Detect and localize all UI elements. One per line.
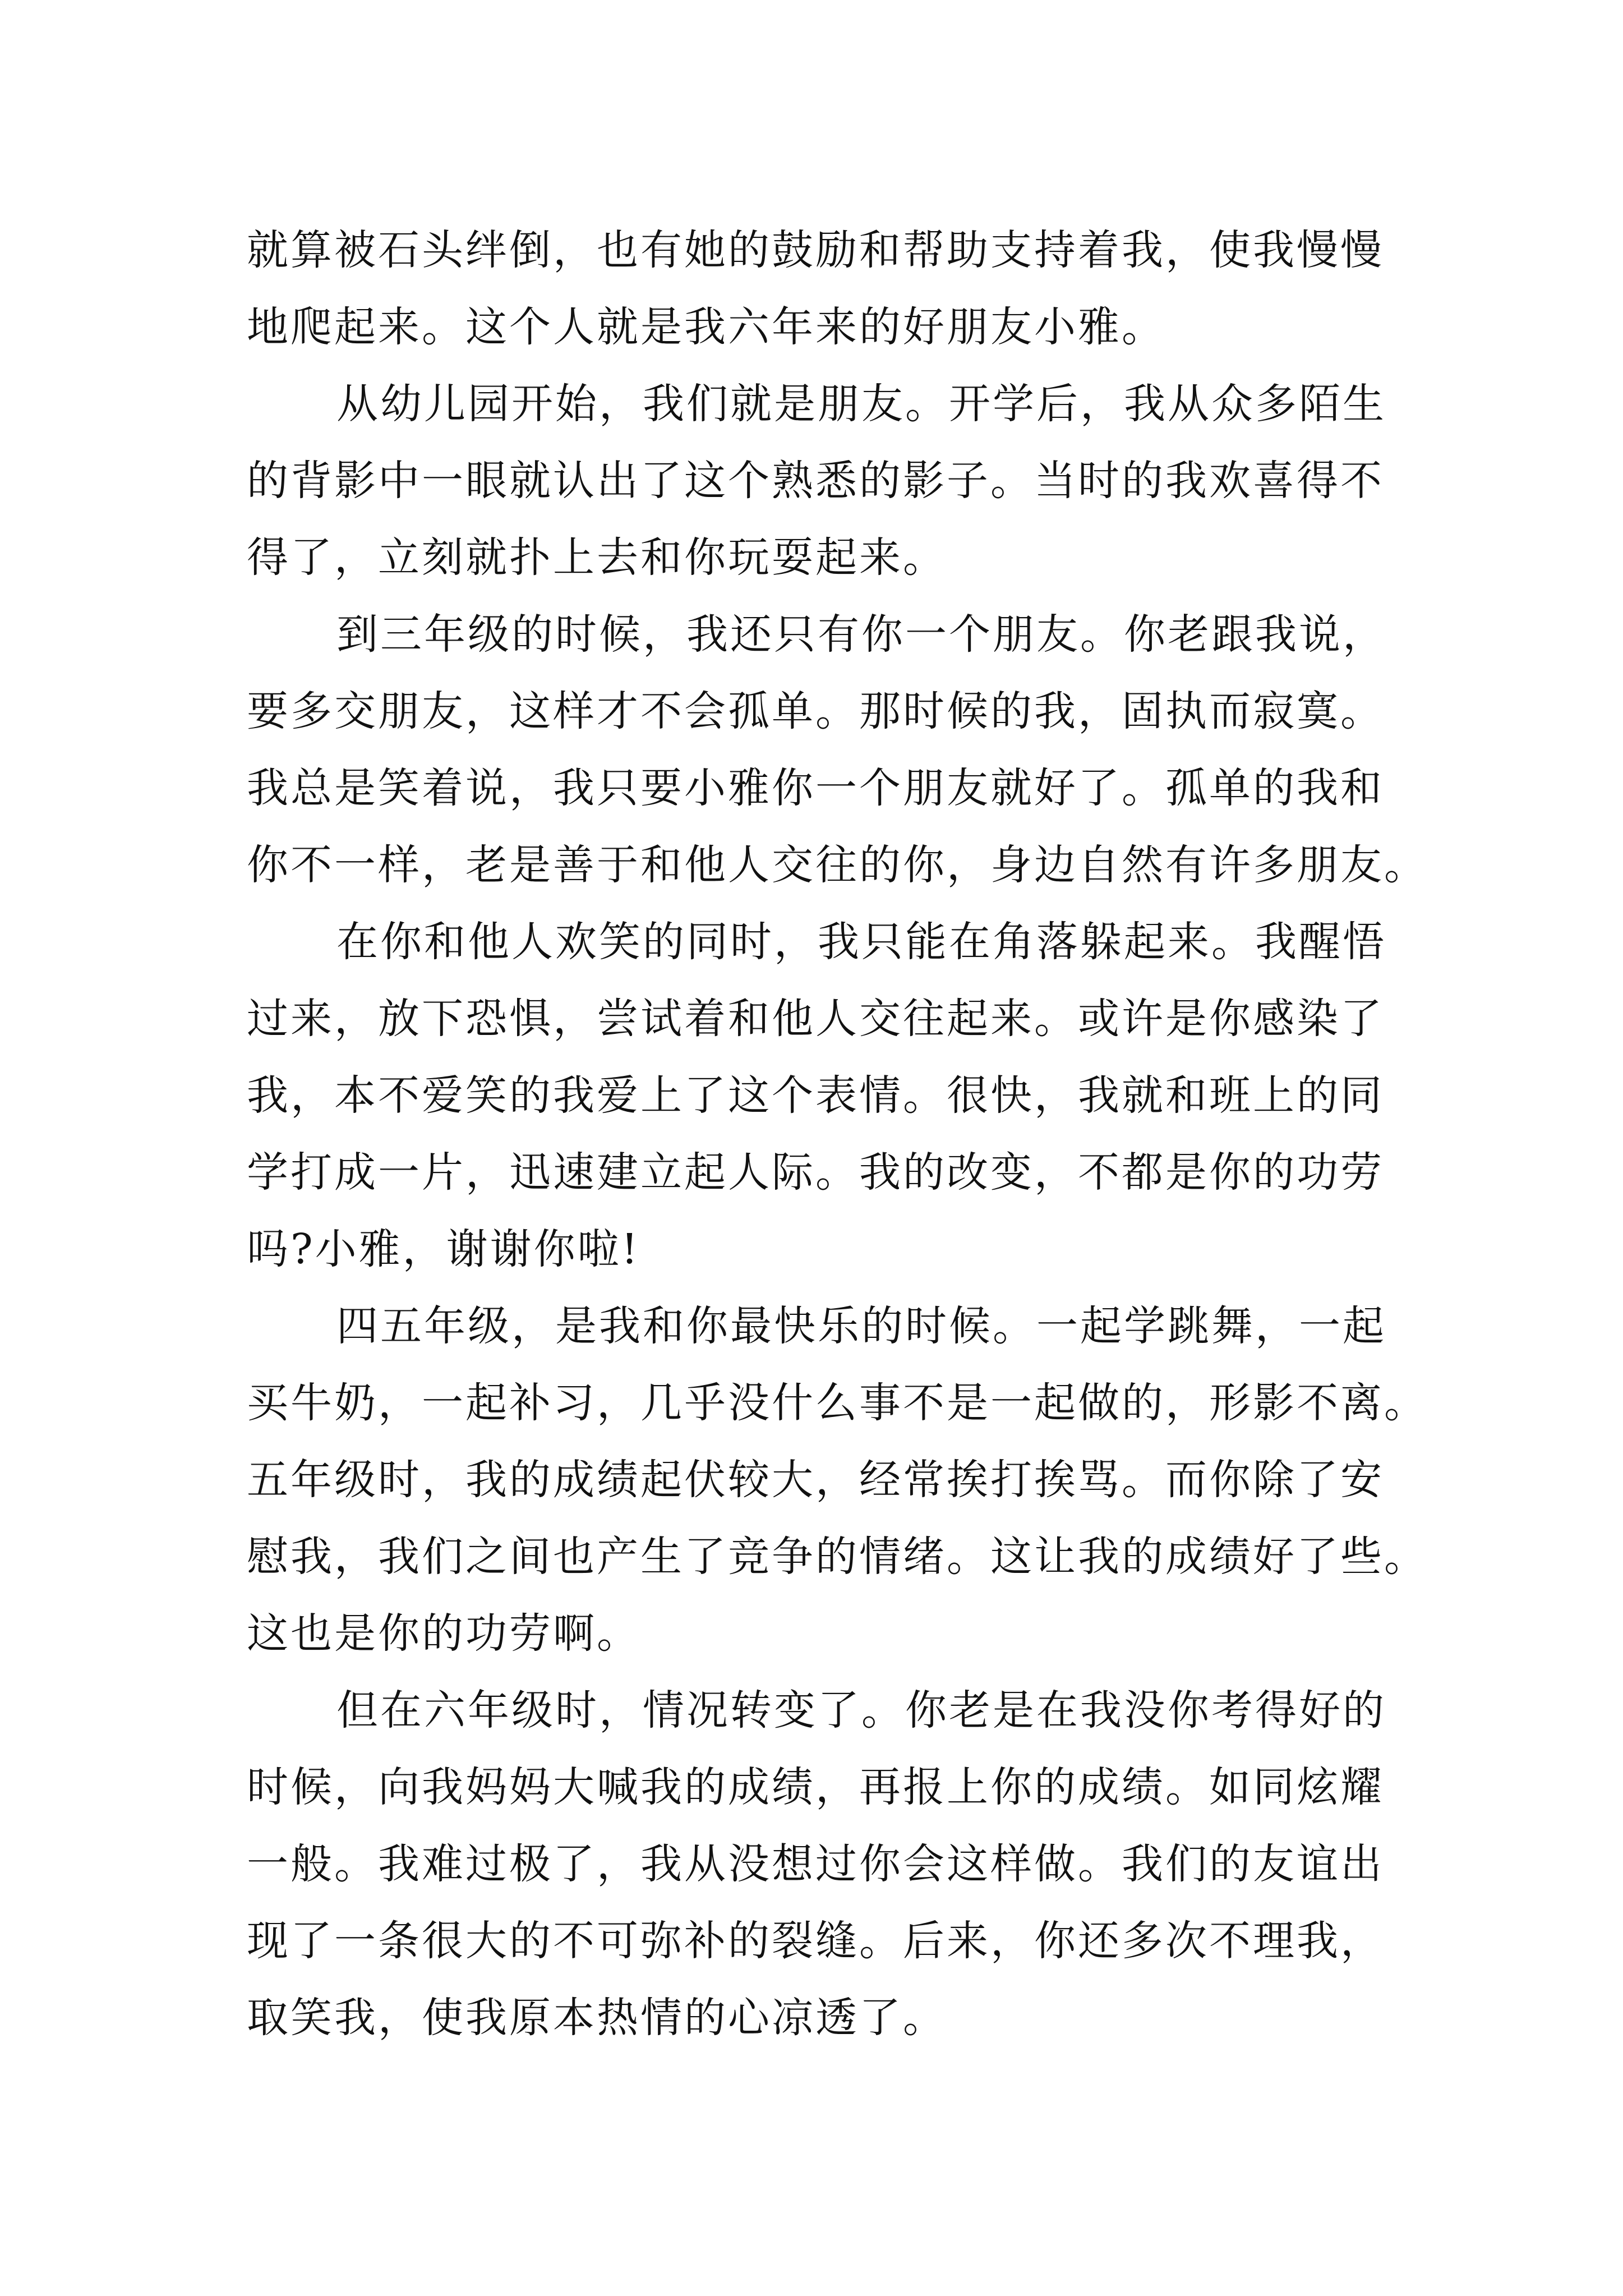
text-line: 买牛奶，一起补习，几乎没什么事不是一起做的，形影不离。 xyxy=(247,1379,1428,1427)
paragraph-3 xyxy=(247,596,1428,904)
paragraph-1 xyxy=(247,212,1391,366)
text-line: 五年级时，我的成绩起伏较大，经常挨打挨骂。而你除了安 xyxy=(247,1456,1384,1504)
text-line: 学打成一片，迅速建立起人际。我的改变，不都是你的功劳 xyxy=(247,1148,1384,1197)
text-line: 一般。我难过极了，我从没想过你会这样做。我们的友谊出 xyxy=(247,1840,1384,1888)
text-line: 我，本不爱笑的我爱上了这个表情。很快，我就和班上的同 xyxy=(247,1071,1384,1120)
text-line: 时候，向我妈妈大喊我的成绩，再报上你的成绩。如同炫耀 xyxy=(247,1763,1384,1811)
text-line: 但在六年级时，情况转变了。你老是在我没你考得好的 xyxy=(336,1686,1386,1734)
text-line: 吗?小雅，谢谢你啦! xyxy=(247,1225,640,1273)
text-line: 现了一条很大的不可弥补的裂缝。后来，你还多次不理我， xyxy=(247,1917,1384,1965)
paragraph-4 xyxy=(247,904,1391,1288)
essay-body xyxy=(247,212,1428,2056)
text-line: 地爬起来。这个人就是我六年来的好朋友小雅。 xyxy=(247,303,1165,351)
text-line: 从幼儿园开始，我们就是朋友。开学后，我从众多陌生 xyxy=(336,380,1386,428)
text-line: 要多交朋友，这样才不会孤单。那时候的我，固执而寂寞。 xyxy=(247,687,1384,735)
text-line: 我总是笑着说，我只要小雅你一个朋友就好了。孤单的我和 xyxy=(247,764,1384,812)
text-line: 慰我，我们之间也产生了竞争的情绪。这让我的成绩好了些。 xyxy=(247,1533,1428,1581)
text-line: 四五年级，是我和你最快乐的时候。一起学跳舞，一起 xyxy=(336,1302,1386,1350)
text-line: 这也是你的功劳啊。 xyxy=(247,1609,640,1658)
paragraph-2 xyxy=(247,366,1391,596)
text-line: 就算被石头绊倒，也有她的鼓励和帮助支持着我，使我慢慢 xyxy=(247,226,1384,274)
text-line: 过来，放下恐惧，尝试着和他人交往起来。或许是你感染了 xyxy=(247,995,1384,1043)
text-line: 的背影中一眼就认出了这个熟悉的影子。当时的我欢喜得不 xyxy=(247,457,1384,505)
text-line: 你不一样，老是善于和他人交往的你，身边自然有许多朋友。 xyxy=(247,841,1428,889)
text-line: 得了，立刻就扑上去和你玩耍起来。 xyxy=(247,533,947,582)
text-line: 到三年级的时候，我还只有你一个朋友。你老跟我说， xyxy=(336,610,1386,659)
paragraph-5 xyxy=(247,1288,1428,1672)
paragraph-6 xyxy=(247,1672,1391,2056)
text-line: 取笑我，使我原本热情的心凉透了。 xyxy=(247,1994,947,2042)
text-line: 在你和他人欢笑的同时，我只能在角落躲起来。我醒悟 xyxy=(336,918,1386,966)
